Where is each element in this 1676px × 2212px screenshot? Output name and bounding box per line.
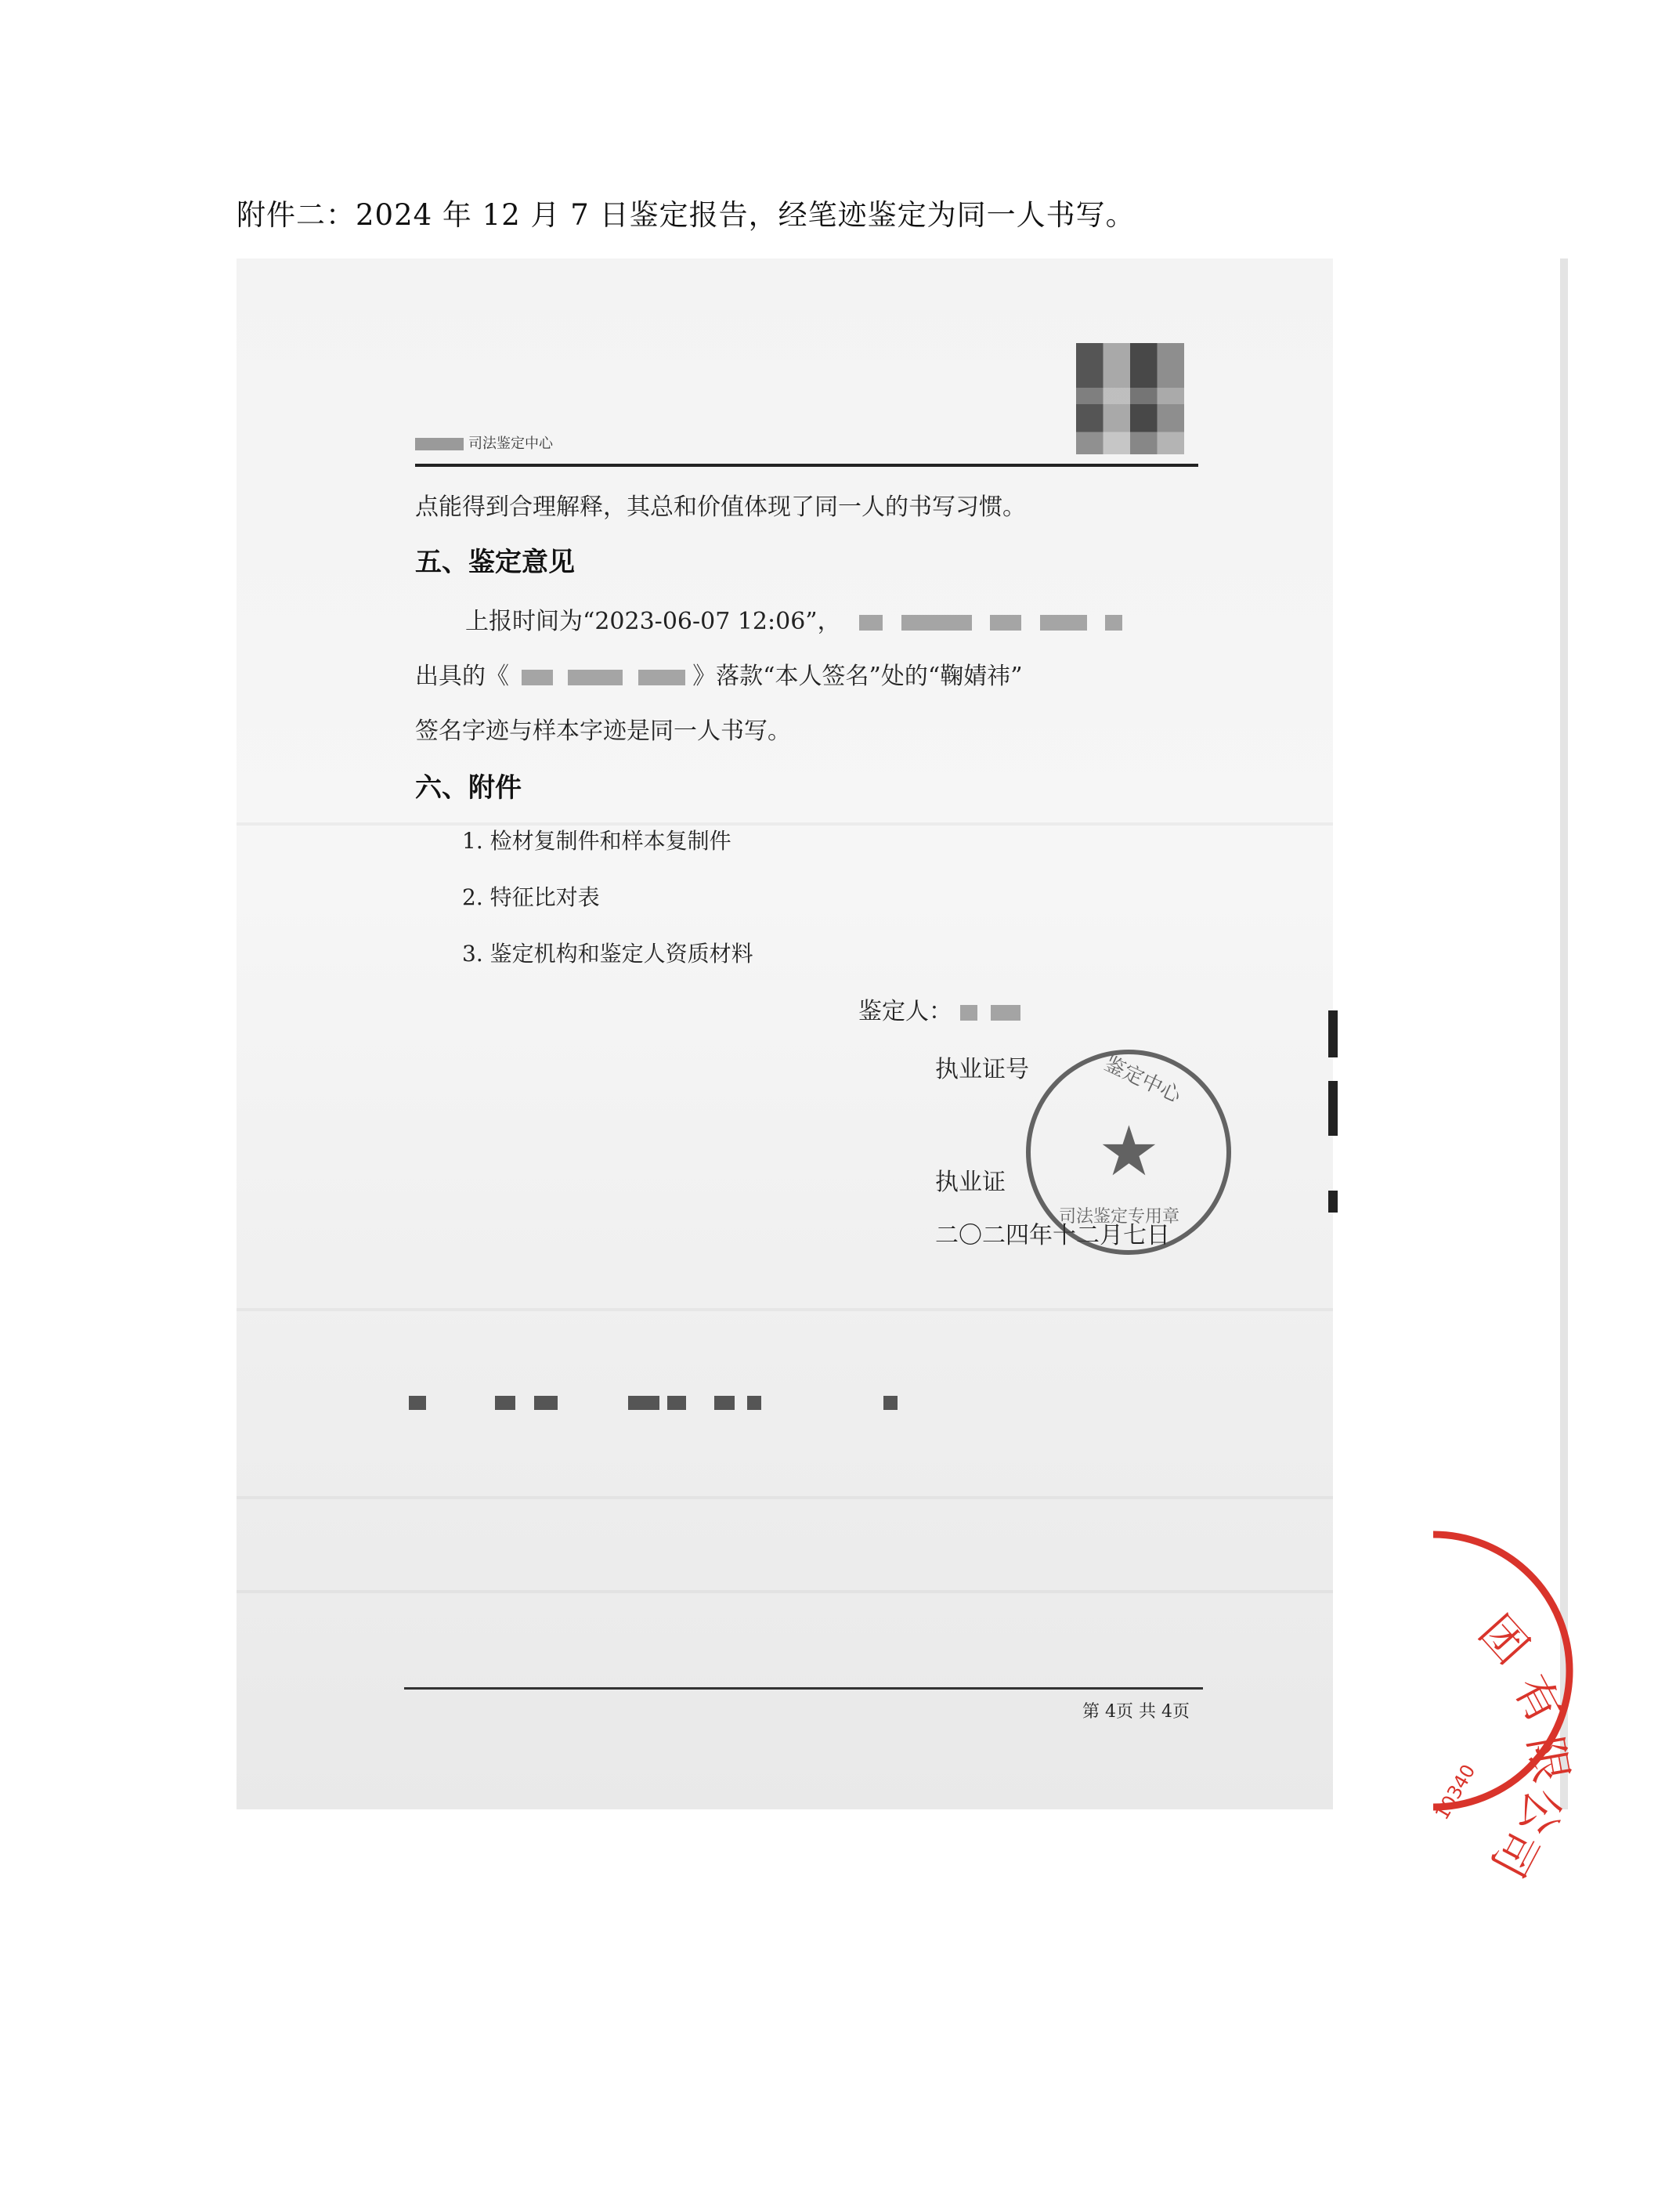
report-time-text: 上报时间为“2023-06-07 12:06”， [465, 608, 841, 635]
caption-text: 附件二：2024 年 12 月 7 日鉴定报告，经笔迹鉴定为同一人书写。 [237, 198, 1136, 232]
company-red-seal [1425, 1516, 1676, 1886]
seal-bottom-text: 司法鉴定专用章 [1059, 1207, 1180, 1227]
redacted-block [415, 438, 464, 450]
license-number-label-2: 执业证 [935, 1169, 1006, 1196]
official-seal [1026, 1050, 1231, 1255]
svg-text:10340: 10340 [1430, 1760, 1480, 1823]
header-org-name: 司法鉴定中心 [468, 436, 553, 452]
redacted-block [990, 615, 1021, 631]
qr-code-image [1076, 343, 1184, 454]
redacted-block [1040, 615, 1087, 631]
redacted-block [859, 615, 883, 631]
redacted-block [638, 670, 685, 685]
scanned-report-page [237, 258, 1333, 1809]
header-rule [415, 464, 1198, 467]
attachment-item: 2. 特征比对表 [462, 884, 600, 910]
appraiser-label: 鉴定人： [858, 992, 1020, 1026]
svg-text:司: 司 [1480, 1820, 1549, 1886]
star-icon: ★ [1098, 1111, 1160, 1191]
attachment-item: 1. 检材复制件和样本复制件 [462, 828, 731, 854]
svg-text:团: 团 [1468, 1604, 1539, 1675]
redacted-block [1105, 615, 1122, 631]
svg-text:公: 公 [1510, 1784, 1571, 1839]
report-header [415, 432, 553, 453]
license-number-label-1: 执业证号 [935, 1056, 1029, 1083]
issued-prefix: 出具的《 [415, 663, 509, 690]
adjacent-page-edge [1324, 1010, 1355, 1222]
redacted-line [401, 1390, 965, 1413]
report-date: 二〇二四年十二月七日 [935, 1222, 1170, 1249]
redacted-block [901, 615, 972, 631]
text-line-4: 签名字迹与样本字迹是同一人书写。 [415, 717, 791, 745]
footer-rule [404, 1687, 1203, 1690]
page-number: 第 4页 共 4页 [1082, 1702, 1190, 1722]
redacted-block [522, 670, 553, 685]
text-line-2 [465, 602, 1122, 636]
section5-heading: 五、鉴定意见 [415, 547, 575, 578]
text-line-1: 点能得到合理解释，其总和价值体现了同一人的书写习惯。 [415, 493, 1026, 521]
seal-arc-text: 鉴定中心 [1100, 1052, 1185, 1108]
text-line-3 [415, 656, 1023, 691]
redacted-block [568, 670, 623, 685]
svg-text:限: 限 [1518, 1732, 1579, 1787]
section6-heading: 六、附件 [415, 772, 522, 804]
attachment-item: 3. 鉴定机构和鉴定人资质材料 [462, 941, 753, 967]
issued-suffix: 》落款“本人签名”处的“鞠婧祎” [692, 663, 1023, 690]
redacted-block [960, 1005, 977, 1021]
redacted-block [991, 1005, 1020, 1021]
svg-text:有: 有 [1503, 1666, 1572, 1732]
